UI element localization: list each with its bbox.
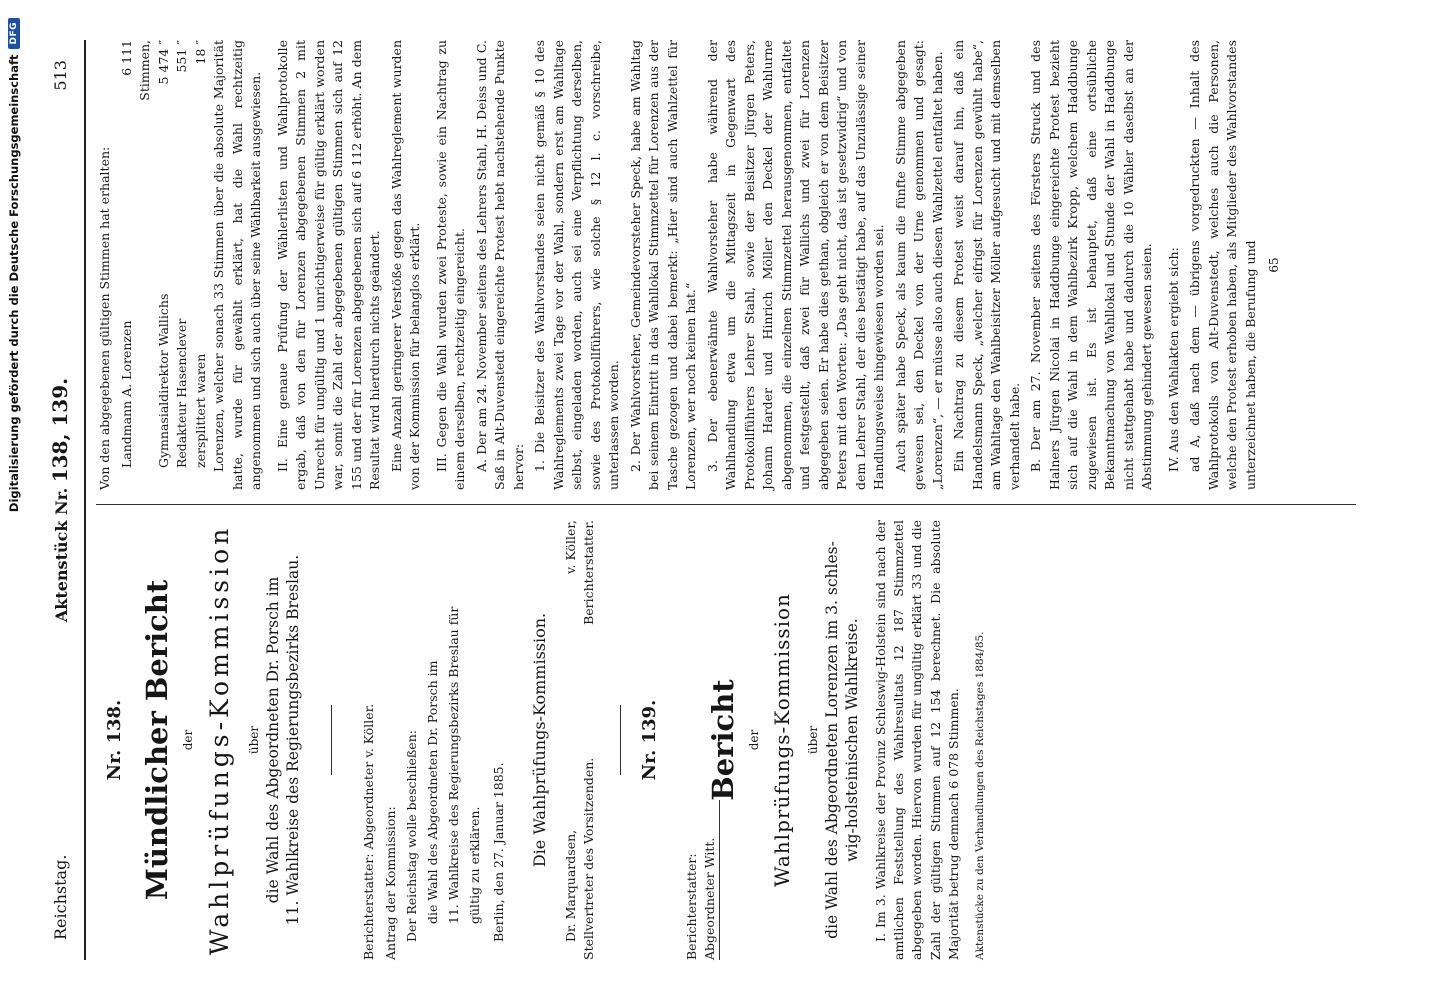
para-A-3-b: Auch später habe Speck, als kaum die fünfte Stimme abgegeben gewesen sei, den Deckel von der Urne genommen und gesagt: „Lorenzen“, — er müsse also auch diesen Wahlzettel entfaltet haben.	[892, 40, 945, 490]
separator-1	[331, 705, 332, 775]
sig-right	[562, 520, 598, 625]
header-nr: 138, 139.	[48, 377, 72, 483]
vote-count: 6 111 Stimmen,	[118, 40, 152, 101]
vote-name: zersplittert waren	[192, 353, 208, 468]
votes-intro: Von den abgegebenen gültigen Stimmen hat erhalten:	[97, 146, 112, 490]
berichterstatter-2-label: Berichterstatter:	[683, 853, 699, 960]
title-muendlicher-bericht: Mündlicher Bericht	[140, 579, 175, 901]
para-B: B. Der am 27. November seitens des Försters Struck und des Halners Jürgen Nicolai in Haddbunge eingereichte Protest bezieht sich auf die Wahl in dem Wahlbezirk Kropp, welchem Haddbunge zugewiesen ist. Es ist behauptet, daß eine ortsübliche Bekanntmachung von Wahllokal und Stunde der Wahl in Haddbunge nicht stattgehabt habe und dadurch die 10 Wähler daselbst an der Abstimmung gehindert gewesen seien.	[1028, 40, 1154, 490]
digitization-stamp	[0, 0, 28, 1000]
header-aktenstueck: Aktenstück Nr.	[52, 482, 71, 623]
ueber-2: über	[805, 725, 820, 755]
vote-name: Redakteur Hasenclever	[174, 318, 189, 468]
antrag-label: Antrag der Kommission:	[382, 806, 398, 960]
para-lorenzen: Lorenzen, welcher sonach 33 Stimmen über die absolute Majorität hatte, wurde für gewählt erklärt, hat die Wahl rechtzeitig angenommen und sich auch über seine Wählbarkeit ausgewiesen.	[211, 40, 263, 490]
header-rule	[84, 40, 86, 960]
left-column	[96, 520, 1396, 960]
sig-left	[562, 758, 598, 960]
der-2: der	[747, 729, 762, 751]
footnote: Aktenstücke zu den Verhandlungen des Reichstages 1884/85.	[973, 631, 986, 960]
title-bericht: Bericht	[706, 679, 741, 801]
der-1: der	[181, 729, 196, 751]
kommission-signature: Die Wahlprüfungs-Kommission.	[530, 612, 550, 868]
sig-left-role: Stellvertreter des Vorsitzenden.	[580, 757, 596, 960]
antrag-item-2: 11. Wahlkreise des Regierungsbezirks Breslau für	[445, 606, 461, 924]
para-A-2: 2. Der Wahlvorsteher, Gemeindevorsteher Speck, habe am Wahltag bei seinem Eintritt in das Wahllokal Stimmzettel für Lorenzen aus der Tasche gezogen und dabei bemerkt: „Hier sind auch Wahlzettel für Lorenzen, wer noch keinen hat.“	[627, 40, 698, 490]
para-A-3: 3. Der ebenerwähnte Wahlvorsteher habe während der Wahlhandlung etwa um die Mittagszeit in Gegenwart des Protokollführers Lehrer Stahl, sowie der Beisitzer Jürgen Peters, Johann Harder und Hinrich Möller den Deckel der Wahlurne abgenommen, die einzelnen Stimmzettel herausgenommen, entfaltet und festgestellt, daß zwei für Wallichs und zwei für Lorenzen abgegeben seien. Er habe dies gethan, obgleich er von dem Beisitzer Peters mit den Worten: „Das geht nicht, das ist gesetzwidrig“ und von dem Lehrer Stahl, der dies bestätigt habe, auf das Unzulässige seiner Handlungsweise hingewiesen worden sei.	[704, 40, 886, 490]
vote-row	[173, 40, 192, 468]
antrag-item-1: die Wahl des Abgeordneten Dr. Porsch im	[424, 660, 440, 924]
dfg-logo: DFG	[8, 18, 20, 49]
subject-2-line-2: wig-holsteinischen Wahlkreise.	[843, 618, 862, 862]
signature-row	[562, 520, 598, 960]
nr-138: Nr. 138.	[104, 699, 125, 781]
para-II: II. Eine genaue Prüfung der Wählerlisten und Wahlprotokolle ergab, daß von den für Lorenzen abgegebenen Stimmen 2 mit Unrecht für ungültig und 1 unrichtigerweise für gültig erklärt worden war, somit die Zahl der abgegebenen gültigen Stimmen sich auf 12 155 und der für Lorenzen abgegebenen sich auf 6 112 erhöht. An dem Resultat wird hierdurch nichts geändert.	[274, 40, 382, 490]
page-header	[40, 60, 80, 940]
sheet-signature: 65	[1267, 257, 1281, 273]
ueber-1: über	[246, 725, 261, 755]
date-line: Berlin, den 27. Januar 1885.	[491, 762, 507, 942]
para-III: III. Gegen die Wahl wurden zwei Proteste, sowie ein Nachtrag zu einem derselben, rechtzeitig eingereicht.	[433, 40, 467, 490]
para-II-b: Eine Anzahl geringerer Verstöße gegen das Wahlreglement wurden von der Kommission für belanglos erklärt.	[388, 40, 422, 490]
berichterstatter-1: Berichterstatter: Abgeordneter v. Köller.	[361, 703, 377, 960]
page-number: 513	[50, 60, 70, 91]
kommission-2: Wahlprüfungs-Kommission	[769, 593, 794, 887]
separator-2	[620, 705, 621, 775]
stamp-text: Digitalisierung gefördert durch die Deutsche Forschungsgemeinschaft	[7, 54, 21, 513]
subject-2-line-1: die Wahl des Abgeordneten Lorenzen im 3. schles-	[822, 541, 841, 939]
column-divider	[96, 504, 1356, 505]
para-IV-a: ad A, daß nach dem — übrigens vorgedruckten — Inhalt des Wahlprotokolls von Alt-Duvenstedt, welches auch die Personen, welche den Protest erhoben haben, als Mitglieder des Wahlvorstandes unterzeichnet haben, die Berufung und	[1187, 40, 1258, 490]
para-IV: IV. Aus den Wahlakten ergiebt sich:	[1165, 247, 1181, 472]
sig-right-name: v. Köller,	[562, 520, 578, 575]
kommission-1: Wahlprüfungs-Kommission	[204, 524, 234, 956]
votes-list	[118, 40, 211, 490]
para-A-3-c: Ein Nachtrag zu diesem Protest weist darauf hin, daß ein Handelsmann Speck, „welcher eifrigst für Lorenzen gewühlt habe“, am Wahltage den Wahlbeisitzer Möller aufgesucht und mit demselben verhandelt habe.	[951, 40, 1022, 490]
vote-count: 5 474 ″	[155, 40, 171, 85]
berichterstatter-2-name: Abgeordneter Witt.	[701, 800, 720, 960]
subject-1-line-1: die Wahl des Abgeordneten Dr. Porsch im	[264, 576, 283, 904]
header-left: Reichstag.	[50, 854, 70, 940]
para-A-1: 1. Die Beisitzer des Wahlvorstandes seien nicht gemäß § 10 des Wahlreglements zwei Tage vor der Wahl, sondern erst am Wahltage selbst, eingeladen worden, auch sei eine Verpflichtung derselben, sowie des Protokollführers, wie solche § 12 l. c. vorschreibe, unterlassen worden.	[532, 40, 621, 490]
right-column	[96, 40, 1396, 490]
vote-row	[192, 40, 211, 468]
header-center	[48, 353, 72, 646]
vote-name: Landmann A. Lorenzen	[118, 320, 134, 468]
vote-count: 551 ″	[174, 40, 189, 73]
subject-1-line-2: 11. Wahlkreise des Regierungsbezirks Breslau.	[284, 554, 303, 926]
vote-count: 18 ″	[192, 40, 208, 65]
para-A: A. Der am 24. November seitens des Lehrers Stahl, H. Deiss und C. Saß in Alt-Duvenstedt eingereichte Protest hebt nachstehende Punkte hervor:	[473, 40, 526, 490]
nr-139: Nr. 139.	[638, 699, 660, 781]
vote-row	[155, 40, 174, 468]
sig-left-name: Dr. Marquardsen,	[562, 829, 578, 942]
para-I: I. Im 3. Wahlkreise der Provinz Schleswig-Holstein sind nach der amtlichen Feststellung des Wahlresultats 12 187 Stimmzettel abgegeben worden. Hiervon wurden für ungültig erklärt 33 und die Zahl der gültigen Stimmen auf 12 154 berechnet. Die absolute Majorität betrug demnach 6 078 Stimmen.	[873, 520, 961, 960]
vote-name: Gymnasialdirektor Wallichs	[155, 293, 171, 468]
vote-row	[118, 40, 155, 468]
antrag-text: Der Reichstag wolle beschließen:	[403, 730, 419, 942]
sig-right-role: Berichterstatter.	[580, 520, 596, 625]
antrag-item-3: gültig zu erklären.	[467, 806, 483, 924]
